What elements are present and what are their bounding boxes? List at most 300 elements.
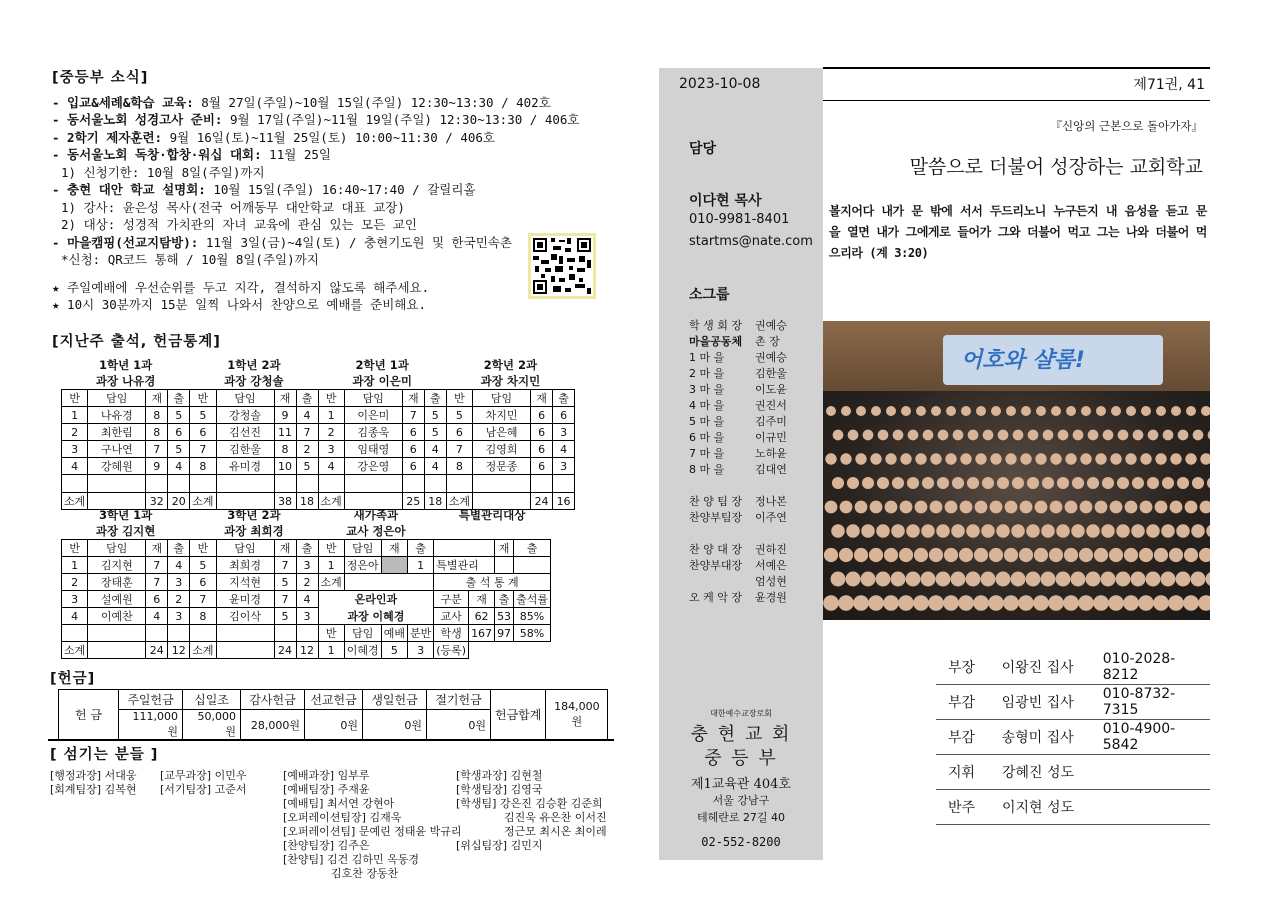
- group-leader-row: [62, 523, 551, 540]
- role-title: 학 생 회 장: [689, 319, 742, 332]
- offering-total: 184,000원: [546, 690, 608, 740]
- role-title: 찬 양 팀 장: [689, 495, 742, 508]
- news-item: [52, 146, 612, 164]
- news-item: [52, 181, 612, 199]
- column-header: 반: [446, 390, 472, 407]
- column-header: 반: [62, 540, 88, 557]
- table-row: [62, 625, 551, 642]
- group-title: 특별관리대상: [458, 508, 526, 522]
- table-cell: 차지민: [473, 407, 531, 424]
- table-cell: 4: [62, 458, 88, 475]
- role-name: 김대연: [755, 463, 787, 476]
- table-cell: 4: [296, 407, 318, 424]
- table-cell: 장태훈: [88, 574, 146, 591]
- table-cell: [402, 475, 424, 493]
- column-header: 담임: [344, 390, 402, 407]
- role-row: [689, 398, 787, 414]
- table-cell: [514, 557, 551, 574]
- table-cell: 설예원: [88, 591, 146, 608]
- online-header: 예배: [381, 625, 407, 642]
- role-name: 윤경원: [755, 591, 787, 604]
- group-title: 1학년 1과: [98, 358, 153, 372]
- table-cell: 4: [296, 591, 318, 608]
- banner-text: 어호와 샬롬!: [961, 348, 1085, 373]
- role-title: 2 마 을: [689, 367, 725, 380]
- servant-entry: 김진욱 유은찬 이서진: [504, 811, 607, 824]
- contact-role: 지휘: [948, 765, 976, 781]
- table-cell: [473, 475, 531, 493]
- group-title: 새가족과: [353, 508, 399, 522]
- online-cell: 1: [318, 642, 344, 659]
- online-cell: 이혜경: [344, 642, 381, 659]
- servants-col-1: [50, 769, 136, 797]
- table-cell: 8: [146, 407, 168, 424]
- stats-cell: 학생: [434, 625, 469, 642]
- stats-cell: 58%: [514, 625, 551, 642]
- table-cell: 남은혜: [473, 424, 531, 441]
- table-cell: 5: [424, 407, 446, 424]
- table-cell: 1: [318, 407, 344, 424]
- servant-entry: [찬양팀] 김건 김하민 옥동경: [283, 853, 419, 866]
- table-cell: 3: [168, 574, 190, 591]
- news-item-text: 9월 16일(토)~11월 25일(토) 10:00~11:30 / 406호: [162, 129, 495, 145]
- contact-phone: 010-4900-5842: [1102, 721, 1176, 753]
- table-cell: 임태영: [344, 441, 402, 458]
- table-cell: 7: [296, 424, 318, 441]
- motto: 『신앙의 근본으로 돌아가자』: [1050, 119, 1203, 133]
- servant-entry: [학생팀] 강은진 김승환 김준희: [456, 797, 603, 810]
- table-cell: 2: [62, 424, 88, 441]
- group-title: 3학년 2과: [227, 508, 281, 522]
- table-cell: 7: [402, 407, 424, 424]
- servant-entry: 정근모 최시온 최이레: [504, 825, 607, 838]
- contact-row: [936, 755, 1210, 790]
- offering-value: 111,000원: [119, 710, 183, 740]
- offering-head: 생일헌금: [363, 690, 427, 710]
- table-cell: 4: [168, 458, 190, 475]
- offering-total-label: 헌금합계: [491, 690, 546, 740]
- table-cell: 3: [62, 591, 88, 608]
- table-cell: 24: [531, 493, 553, 510]
- news-item-title: - 충현 대안 학교 설명회:: [52, 182, 206, 197]
- table-cell: 1: [318, 557, 344, 574]
- special-blank: [434, 540, 495, 557]
- table-cell: 6: [402, 458, 424, 475]
- table-cell: 3: [318, 441, 344, 458]
- table-cell: 5: [424, 424, 446, 441]
- table-cell: 이예찬: [88, 608, 146, 625]
- contact-role: 반주: [948, 800, 976, 816]
- column-header: 담임: [216, 540, 274, 557]
- group-photo: [823, 321, 1210, 620]
- table-cell: 9: [274, 407, 296, 424]
- news-item: [52, 111, 612, 129]
- servant-entry: [학생팀장] 김영국: [456, 783, 543, 796]
- role-name: 권진서: [755, 399, 787, 412]
- table-cell: 5: [274, 608, 296, 625]
- stats-cell: [469, 642, 495, 659]
- table-cell: 4: [146, 608, 168, 625]
- contact-name: 이지현 성도: [1002, 800, 1075, 816]
- denomination: 대한예수교장로회: [710, 709, 772, 718]
- stats-cell: 62: [469, 608, 495, 625]
- table-cell: [88, 475, 146, 493]
- servant-entry: [학생과장] 김현철: [456, 769, 543, 782]
- news-item: [52, 199, 612, 217]
- column-header: 반: [62, 390, 88, 407]
- address-2: 테헤란로 27길 40: [696, 811, 786, 824]
- role-row: [689, 510, 787, 526]
- stats-cell: 교사: [434, 608, 469, 625]
- contact-phone: 010-2028-8212: [1102, 651, 1176, 683]
- group-title-row: [62, 507, 551, 523]
- table-cell: 25: [402, 493, 424, 510]
- header-rule: [823, 100, 1210, 101]
- servant-entry: 김호찬 장동찬: [331, 867, 399, 880]
- column-header: 재: [146, 390, 168, 407]
- stats-header: 출: [495, 591, 514, 608]
- group-leader: 과장 김지현: [95, 524, 156, 538]
- news-item-title: - 2학기 제자훈련:: [52, 129, 163, 145]
- servant-entry: [위십팀장] 김민지: [456, 839, 543, 852]
- table-cell: 32: [146, 493, 168, 510]
- role-name: 권예승: [755, 319, 787, 332]
- table-cell: 8: [146, 424, 168, 441]
- contact-phone: 010-8732-7315: [1102, 686, 1176, 718]
- table-cell: [216, 642, 274, 659]
- table-cell: 12: [296, 642, 318, 659]
- table-cell: [424, 475, 446, 493]
- role-row: [689, 318, 787, 334]
- divider: [48, 739, 614, 741]
- dept-name: 중 등 부: [704, 748, 778, 769]
- table-cell: [274, 475, 296, 493]
- offering-head: 선교헌금: [305, 690, 363, 710]
- stats-cell: 85%: [514, 608, 551, 625]
- servant-entry: [교무과장] 이민우: [160, 769, 247, 782]
- role-title: 찬양부팀장: [689, 511, 743, 524]
- news-item: [52, 216, 612, 234]
- servants-col-3: [283, 769, 461, 881]
- role-title: 8 마 을: [689, 463, 725, 476]
- table-cell: 6: [168, 424, 190, 441]
- table-cell: 38: [274, 493, 296, 510]
- table-cell: 정문종: [473, 458, 531, 475]
- role-name: 이규민: [755, 431, 787, 444]
- pastor-email[interactable]: startms@nate.com: [689, 234, 813, 249]
- table-cell: [62, 475, 88, 493]
- contact-name: 송형미 집사: [1001, 730, 1074, 746]
- table-cell: 5: [446, 407, 472, 424]
- news-item-text: *신청: QR코드 통해 / 10월 8일(주일)까지: [61, 252, 319, 267]
- offering-label: 헌 금: [59, 690, 119, 740]
- table-cell: 강혜원: [88, 458, 146, 475]
- group-leader: 과장 차지민: [480, 374, 541, 388]
- role-row: [689, 526, 787, 542]
- table-row: [62, 458, 575, 475]
- table-cell: 4: [424, 441, 446, 458]
- role-title: 오 케 악 장: [689, 591, 742, 604]
- servant-entry: [오퍼레이션팀장] 김재욱: [283, 811, 402, 824]
- role-title: 찬양부대장: [689, 559, 743, 572]
- table-cell: 구나연: [88, 441, 146, 458]
- table-cell: 소계: [318, 574, 344, 591]
- table-cell: [62, 625, 88, 642]
- table-cell: 6: [531, 407, 553, 424]
- offering-value: 0원: [305, 710, 363, 740]
- column-header: 재: [274, 390, 296, 407]
- role-name: 이주연: [755, 511, 787, 524]
- pastor-phone: 010-9981-8401: [689, 212, 790, 227]
- stats-header: 재: [469, 591, 495, 608]
- table-cell: 3: [62, 441, 88, 458]
- role-name: 정나본: [755, 495, 787, 508]
- column-header: 출: [168, 390, 190, 407]
- offering-table: [58, 689, 608, 740]
- servants-heading: [ 섬기는 분들 ]: [50, 747, 159, 763]
- contact-role: 부감: [948, 730, 976, 746]
- table-cell: [190, 475, 216, 493]
- role-row: [689, 462, 787, 478]
- group-leader: 과장 이은미: [352, 374, 412, 388]
- qr-code[interactable]: [528, 233, 596, 299]
- roles-list: [689, 318, 787, 606]
- photo-banner: [943, 335, 1163, 385]
- news-item-text: 8월 27일(주일)~10월 15일(주일) 12:30~13:30 / 402호: [193, 94, 551, 110]
- table-cell: 9: [146, 458, 168, 475]
- group-title: 3학년 1과: [98, 508, 153, 522]
- table-cell: 강은영: [344, 458, 402, 475]
- role-title: 5 마 을: [689, 415, 725, 428]
- group-title: 2학년 2과: [483, 358, 538, 372]
- news-item: [52, 164, 612, 182]
- column-header: 담임: [88, 540, 146, 557]
- table-cell: 2: [62, 574, 88, 591]
- table-cell: 5: [296, 458, 318, 475]
- role-row: [689, 334, 787, 350]
- volume-number: 제71권, 41: [1133, 77, 1205, 93]
- small-group-label: 소그룹: [689, 287, 730, 303]
- table-cell: [168, 475, 190, 493]
- table-cell: [344, 574, 433, 591]
- table-cell: 7: [146, 574, 168, 591]
- table-cell: 4: [424, 458, 446, 475]
- table-cell: 7: [446, 441, 472, 458]
- table-cell: 김지현: [88, 557, 146, 574]
- theme-title: 말씀으로 더불어 성장하는 교회학교: [909, 156, 1203, 178]
- bulletin-date: 2023-10-08: [679, 76, 761, 92]
- servants-col-2: [160, 769, 246, 797]
- table-cell: 1: [407, 557, 433, 574]
- table-cell: 김영희: [473, 441, 531, 458]
- table-cell: [168, 625, 190, 642]
- table-cell: [296, 475, 318, 493]
- table-cell: 유미경: [216, 458, 274, 475]
- news-item: [52, 129, 612, 147]
- online-header: 반: [318, 625, 344, 642]
- table-cell: 11: [274, 424, 296, 441]
- table-cell: 4: [168, 557, 190, 574]
- contact-list: [936, 650, 1210, 825]
- special-label: 특별관리: [434, 557, 495, 574]
- role-name: 김주미: [755, 415, 787, 428]
- table-cell: 7: [274, 557, 296, 574]
- table-cell: [531, 475, 553, 493]
- online-cell: 5: [381, 642, 407, 659]
- table-cell: 6: [553, 407, 575, 424]
- table-cell: 12: [168, 642, 190, 659]
- table-cell: [190, 625, 216, 642]
- attendance-heading: [지난주 출석, 헌금통계]: [52, 334, 221, 350]
- table-row: [62, 574, 551, 591]
- group-leader: 교사 정은아: [346, 524, 406, 538]
- offering-heading: [헌금]: [50, 671, 96, 687]
- offering-value: 0원: [427, 710, 491, 740]
- column-header-row: [62, 390, 575, 407]
- top-rule: [823, 67, 1210, 69]
- contact-name: 강혜진 성도: [1002, 765, 1075, 781]
- role-name: 권예승: [755, 351, 787, 364]
- table-cell: 3: [553, 424, 575, 441]
- role-row: [689, 494, 787, 510]
- contact-role: 부감: [948, 695, 976, 711]
- news-item-text: 11월 3일(금)~4일(토) / 충현기도원 및 한국민속촌: [198, 234, 512, 250]
- table-row: [62, 642, 551, 659]
- attendance-table-bottom: [61, 507, 551, 659]
- column-header: 재: [495, 540, 514, 557]
- table-cell: [446, 475, 472, 493]
- table-cell: 7: [146, 557, 168, 574]
- column-header: 반: [318, 540, 344, 557]
- column-header: 재: [381, 540, 407, 557]
- column-header: 담임: [473, 390, 531, 407]
- news-item-text: 10월 15일(주일) 16:40~17:40 / 갈릴리홀: [205, 182, 476, 197]
- column-header: 담임: [216, 390, 274, 407]
- attendance-table-top: [61, 357, 575, 510]
- table-cell: 김종욱: [344, 424, 402, 441]
- role-row: [689, 414, 787, 430]
- offering-value: 28,000원: [241, 710, 305, 740]
- stats-header: 구분: [434, 591, 469, 608]
- table-cell: 7: [190, 591, 216, 608]
- table-cell: [216, 625, 274, 642]
- table-cell: 2: [318, 424, 344, 441]
- contact-name: 임광빈 집사: [1001, 695, 1074, 711]
- role-name: 서예은: [755, 559, 787, 572]
- contact-role: 부장: [948, 660, 976, 676]
- table-cell: [296, 625, 318, 642]
- offering-head: 십일조: [183, 690, 241, 710]
- table-cell: 정은아: [344, 557, 381, 574]
- room: 제1교육관 404호: [690, 777, 791, 792]
- table-cell: [88, 625, 146, 642]
- table-cell: 7: [274, 591, 296, 608]
- group-leader: 과장 최희경: [224, 524, 284, 538]
- role-row: [689, 574, 787, 590]
- role-row: [689, 350, 787, 366]
- news-item-text: 11월 25일: [261, 147, 331, 162]
- church-tel: 02-552-8200: [701, 835, 781, 849]
- servant-entry: [예배과장] 임부루: [283, 769, 370, 782]
- contact-name: 이왕진 집사: [1001, 660, 1074, 676]
- role-name: 권하진: [755, 543, 787, 556]
- role-title: 마을공동체: [689, 335, 743, 348]
- table-cell: [318, 475, 344, 493]
- table-cell: 김한울: [216, 441, 274, 458]
- role-name: 이도윤: [755, 383, 787, 396]
- role-name: 촌 장: [755, 335, 780, 348]
- group-title: 1학년 2과: [227, 358, 281, 372]
- table-cell: 6: [190, 574, 216, 591]
- table-cell: 24: [146, 642, 168, 659]
- group-leader: 과장 강청솔: [224, 374, 284, 388]
- table-cell: 18: [296, 493, 318, 510]
- table-cell: 김선진: [216, 424, 274, 441]
- stats-cell: [495, 642, 514, 659]
- group-leader-row: [62, 373, 575, 390]
- table-cell: 윤미경: [216, 591, 274, 608]
- table-cell: 소계: [190, 493, 216, 510]
- table-cell: 5: [168, 441, 190, 458]
- table-cell: 6: [531, 458, 553, 475]
- table-cell: 소계: [190, 642, 216, 659]
- news-item-text: 1) 신청기한: 10월 8일(주일)까지: [61, 164, 265, 180]
- column-header: 출: [424, 390, 446, 407]
- table-cell: 6: [446, 424, 472, 441]
- servant-entry: [서기팀장] 고준서: [160, 783, 247, 796]
- online-cell: 3: [407, 642, 433, 659]
- table-cell: [553, 475, 575, 493]
- table-cell: 김이삭: [216, 608, 274, 625]
- role-row: [689, 446, 787, 462]
- online-title: 온라인과: [354, 593, 398, 607]
- column-header: 재: [146, 540, 168, 557]
- role-row: [689, 366, 787, 382]
- table-cell: 16: [553, 493, 575, 510]
- news-heading: [중등부 소식]: [52, 70, 149, 86]
- servant-entry: [오퍼레이션팀] 문예린 정태윤 박규리: [283, 825, 462, 838]
- table-cell: [381, 557, 407, 574]
- table-cell: 5: [190, 557, 216, 574]
- table-cell: 5: [190, 407, 216, 424]
- table-cell: 4: [62, 608, 88, 625]
- table-cell: [495, 557, 514, 574]
- offering-value: 0원: [363, 710, 427, 740]
- role-title: 찬 양 대 장: [689, 543, 742, 556]
- role-row: [689, 590, 787, 606]
- crowd-faces: [823, 401, 1210, 620]
- news-item-title: - 마을캠핑(선교지탐방):: [52, 234, 199, 250]
- role-title: 6 마 을: [689, 431, 725, 444]
- table-cell: 소계: [62, 642, 88, 659]
- table-cell: 6: [402, 441, 424, 458]
- table-cell: 지석현: [216, 574, 274, 591]
- church-name: 충 현 교 회: [690, 724, 792, 745]
- table-cell: 8: [190, 458, 216, 475]
- servant-entry: [행정과장] 서대웅: [50, 769, 137, 782]
- stats-header: 출석률: [514, 591, 551, 608]
- table-cell: 소계: [446, 493, 472, 510]
- stats-cell: 167: [469, 625, 495, 642]
- table-cell: 8: [190, 608, 216, 625]
- contact-row: [936, 790, 1210, 825]
- news-item-text: 1) 강사: 윤은성 목사(전국 어깨동무 대안학교 대표 교장): [61, 199, 405, 215]
- table-row: [62, 608, 551, 625]
- table-cell: 3: [553, 458, 575, 475]
- table-row: [62, 557, 551, 574]
- stats-title: 출 석 통 계: [434, 574, 551, 591]
- table-cell: [146, 475, 168, 493]
